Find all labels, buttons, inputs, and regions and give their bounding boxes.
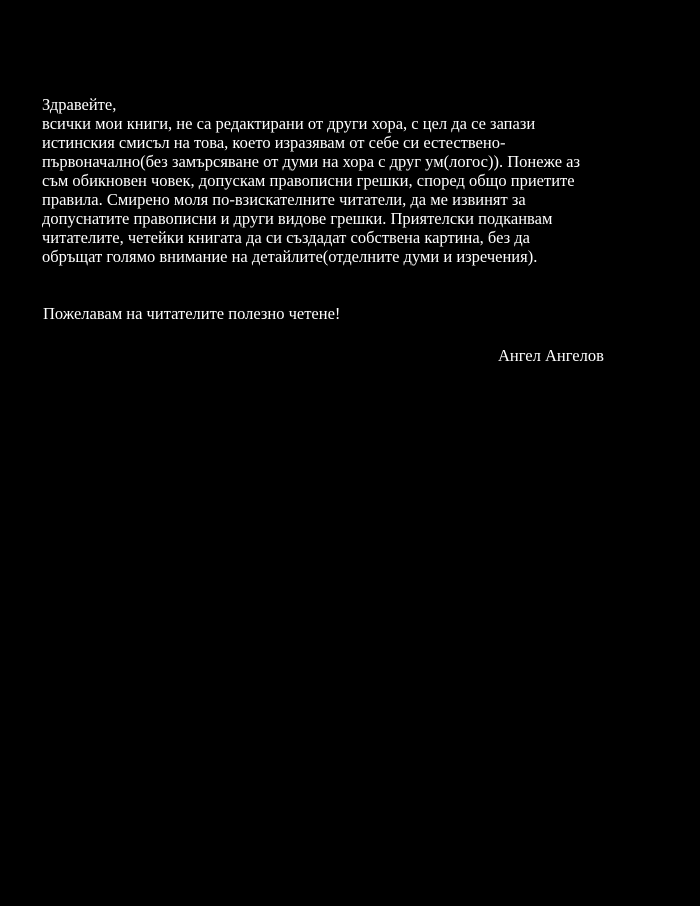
- closing-wish: Пожелавам на читателите полезно четене!: [43, 304, 341, 323]
- author-signature: Ангел Ангелов: [498, 346, 604, 365]
- body-line: правила. Смирено моля по-взискателните читатели, да ме извинят за: [42, 190, 526, 209]
- greeting: Здравейте,: [42, 95, 117, 114]
- body-line: всички мои книги, не са редактирани от други хора, с цел да се запази: [42, 114, 536, 133]
- body-line: допуснатите правописни и други видове грешки. Приятелски подканвам: [42, 209, 553, 228]
- body-line: първоначално(без замърсяване от думи на хора с друг ум(логос)). Понеже аз: [42, 152, 580, 171]
- body-line: читателите, четейки книгата да си създадат собствена картина, без да: [42, 228, 530, 247]
- body-line: съм обикновен човек, допускам правописни грешки, според общо приетите: [42, 171, 575, 190]
- body-line: истинския смисъл на това, което изразявам от себе си естествено-: [42, 133, 506, 152]
- preface-text: [42, 95, 662, 266]
- body-line: обръщат голямо внимание на детайлите(отделните думи и изречения).: [42, 247, 538, 266]
